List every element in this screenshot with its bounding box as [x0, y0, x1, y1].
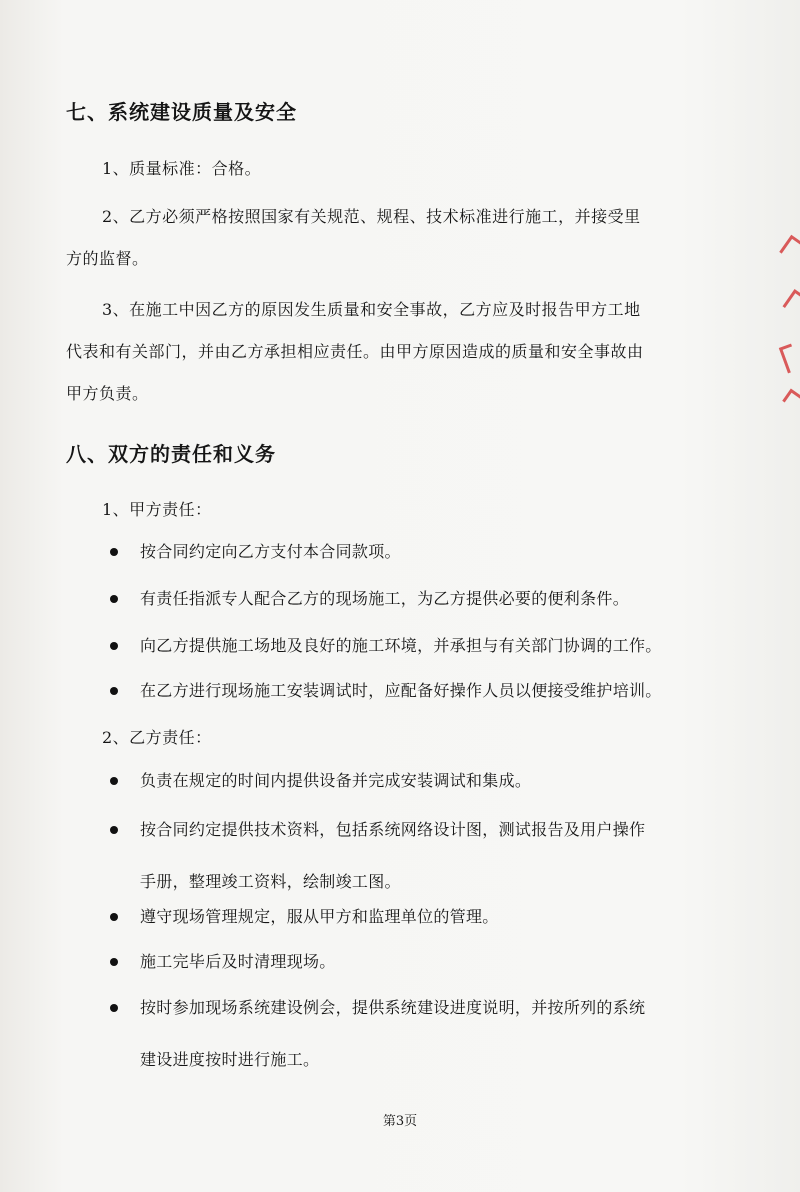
bullet-dot-icon	[110, 826, 118, 834]
bullet-dot-icon	[110, 595, 118, 603]
item-line: 1、质量标准：合格。	[102, 159, 262, 178]
party-b-label: 2、乙方责任：	[102, 728, 212, 747]
party-a-label: 1、甲方责任：	[102, 500, 212, 519]
bullet-dot-icon	[110, 548, 118, 556]
bullet-text: 在乙方进行现场施工安装调试时，应配备好操作人员以便接受维护培训。	[140, 681, 662, 700]
red-seal-fragment	[782, 388, 800, 410]
bullet-dot-icon	[110, 642, 118, 650]
bullet-text: 手册，整理竣工资料，绘制竣工图。	[140, 872, 401, 891]
item-line: 甲方负责。	[66, 384, 149, 403]
bullet-text: 向乙方提供施工场地及良好的施工环境，并承担与有关部门协调的工作。	[140, 636, 662, 655]
red-seal-fragment	[779, 344, 800, 374]
section-7-item-3	[66, 289, 706, 415]
bullet-dot-icon	[110, 958, 118, 966]
item-line: 2、乙方必须严格按照国家有关规范、规程、技术标准进行施工，并接受里	[102, 207, 641, 226]
item-line: 方的监督。	[66, 249, 149, 268]
bullet-text: 按时参加现场系统建设例会，提供系统建设进度说明，并按所列的系统	[140, 998, 646, 1017]
bullet-dot-icon	[110, 913, 118, 921]
section-7-heading: 七、系统建设质量及安全	[66, 100, 297, 124]
bullet-text: 按合同约定提供技术资料，包括系统网络设计图，测试报告及用户操作	[140, 820, 646, 839]
item-line: 3、在施工中因乙方的原因发生质量和安全事故，乙方应及时报告甲方工地	[102, 300, 641, 319]
bullet-dot-icon	[110, 1004, 118, 1012]
red-seal-fragment	[779, 235, 800, 267]
bullet-text: 施工完毕后及时清理现场。	[140, 952, 336, 971]
red-seal-fragment	[783, 289, 800, 316]
bullet-text: 有责任指派专人配合乙方的现场施工，为乙方提供必要的便利条件。	[140, 589, 630, 608]
page-number: 第3页	[382, 1114, 418, 1129]
bullet-text: 负责在规定的时间内提供设备并完成安装调试和集成。	[140, 771, 532, 790]
bullet-text: 建设进度按时进行施工。	[140, 1050, 320, 1069]
section-8-heading: 八、双方的责任和义务	[66, 442, 276, 466]
bullet-text: 按合同约定向乙方支付本合同款项。	[140, 542, 401, 561]
section-7-item-2	[66, 196, 706, 280]
bullet-text: 遵守现场管理规定，服从甲方和监理单位的管理。	[140, 907, 499, 926]
item-line: 代表和有关部门，并由乙方承担相应责任。由甲方原因造成的质量和安全事故由	[66, 342, 644, 361]
bullet-dot-icon	[110, 777, 118, 785]
bullet-dot-icon	[110, 687, 118, 695]
section-7-item-1	[66, 148, 706, 190]
